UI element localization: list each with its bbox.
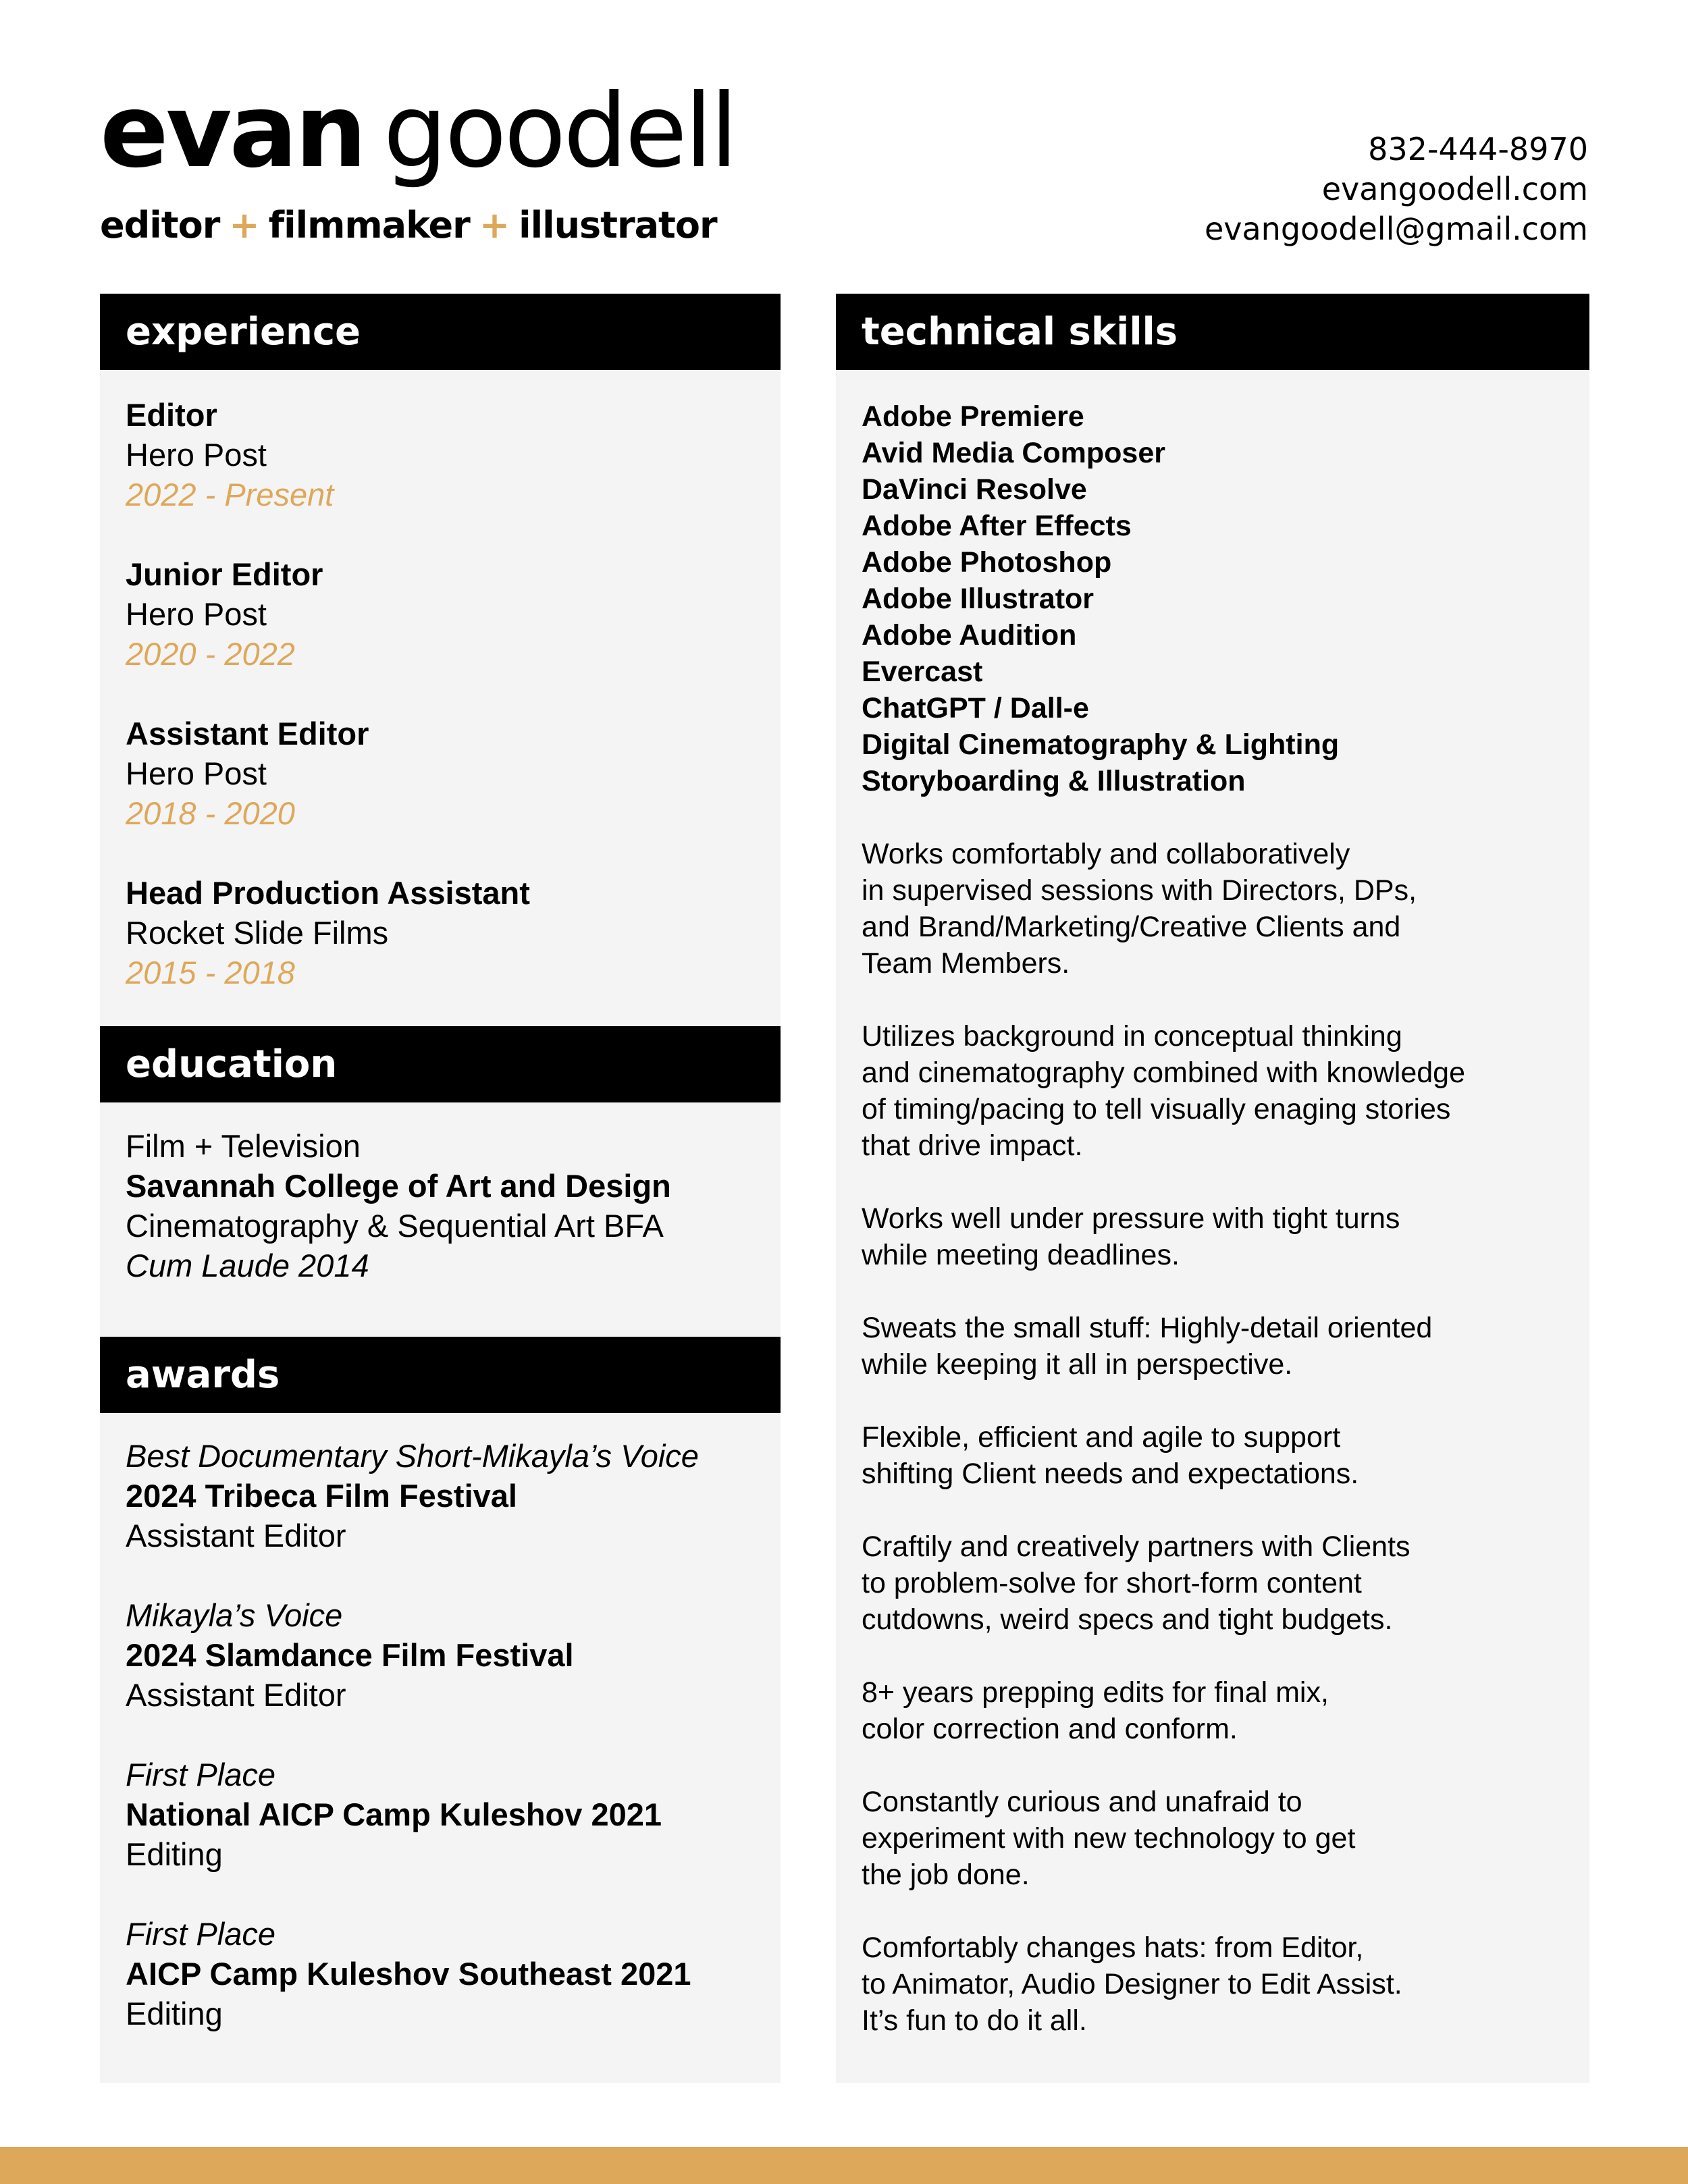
- award-name: Mikayla’s Voice: [126, 1597, 343, 1633]
- paragraph-line: the job done.: [862, 1859, 1030, 1891]
- date-range: 2018 - 2020: [126, 795, 295, 831]
- experience-item: [126, 714, 767, 833]
- paragraph-line: Constantly curious and unafraid to: [862, 1786, 1302, 1818]
- role-illustrator: illustrator: [519, 204, 717, 246]
- experience-item: [126, 554, 767, 674]
- paragraph-line: Works comfortably and collaboratively: [862, 838, 1350, 870]
- skill-item: Digital Cinematography & Lighting: [862, 728, 1340, 761]
- paragraph-line: in supervised sessions with Directors, DPs,: [862, 874, 1417, 907]
- skill-item: ChatGPT / Dall-e: [862, 692, 1089, 724]
- skill-item: Storyboarding & Illustration: [862, 765, 1246, 797]
- award-item: [126, 1436, 767, 1555]
- skills-block: [862, 398, 1576, 2039]
- paragraph-line: color correction and conform.: [862, 1713, 1238, 1745]
- award-festival: 2024 Tribeca Film Festival: [126, 1478, 517, 1514]
- skill-paragraph: [862, 1310, 1576, 1383]
- skill-item: Adobe After Effects: [862, 510, 1132, 542]
- education-heading: education: [100, 1026, 781, 1102]
- skill-item: DaVinci Resolve: [862, 473, 1087, 506]
- job-title: Junior Editor: [126, 556, 323, 592]
- plus-separator: +: [479, 204, 510, 246]
- skill-item: Adobe Premiere: [862, 400, 1084, 433]
- education-school: Savannah College of Art and Design: [126, 1168, 671, 1204]
- paragraph-line: Comfortably changes hats: from Editor,: [862, 1932, 1364, 1964]
- paragraph-line: cutdowns, weird specs and tight budgets.: [862, 1603, 1393, 1636]
- footer-accent-bar: [0, 2147, 1688, 2184]
- date-range: 2020 - 2022: [126, 636, 295, 672]
- experience-item: [126, 395, 767, 514]
- job-title: Head Production Assistant: [126, 875, 530, 911]
- skill-item: Adobe Audition: [862, 619, 1077, 651]
- education-degree: Cinematography & Sequential Art BFA: [126, 1208, 664, 1244]
- paragraph-line: shifting Client needs and expectations.: [862, 1458, 1359, 1490]
- skill-paragraph: [862, 1200, 1576, 1273]
- paragraph-line: to Animator, Audio Designer to Edit Assist.: [862, 1968, 1402, 2000]
- skill-item: Adobe Illustrator: [862, 583, 1094, 615]
- skill-item: Adobe Photoshop: [862, 546, 1112, 579]
- contact-info: [1205, 130, 1588, 249]
- award-role: Editing: [126, 1996, 223, 2031]
- skill-paragraph: [862, 1419, 1576, 1492]
- skill-paragraph: [862, 1784, 1576, 1893]
- left-column: [100, 294, 781, 2083]
- award-festival: AICP Camp Kuleshov Southeast 2021: [126, 1956, 691, 1992]
- first-name: evan: [100, 73, 365, 190]
- job-title: Assistant Editor: [126, 716, 369, 751]
- skill-item: Avid Media Composer: [862, 437, 1165, 469]
- skill-paragraph: [862, 1018, 1576, 1164]
- skills-heading: technical skills: [836, 294, 1589, 370]
- education-block: [126, 1126, 767, 1285]
- paragraph-line: experiment with new technology to get: [862, 1822, 1356, 1855]
- right-column: [836, 294, 1589, 2083]
- paragraph-line: Works well under pressure with tight turns: [862, 1202, 1400, 1235]
- paragraph-line: Team Members.: [862, 947, 1070, 980]
- award-item: [126, 1755, 767, 1874]
- paragraph-line: and cinematography combined with knowledge: [862, 1057, 1465, 1089]
- award-name: First Place: [126, 1757, 275, 1792]
- paragraph-line: and Brand/Marketing/Creative Clients and: [862, 911, 1401, 943]
- plus-separator: +: [229, 204, 259, 246]
- award-item: [126, 1595, 767, 1715]
- email-link[interactable]: evangoodell@gmail.com: [1204, 211, 1588, 247]
- paragraph-line: of timing/pacing to tell visually enaging stories: [862, 1093, 1451, 1125]
- award-role: Editing: [126, 1836, 223, 1872]
- award-festival: 2024 Slamdance Film Festival: [126, 1637, 574, 1673]
- phone-number: 832-444-8970: [1368, 131, 1588, 167]
- award-name: First Place: [126, 1916, 275, 1952]
- award-name: Best Documentary Short-Mikayla’s Voice: [126, 1438, 699, 1474]
- award-item: [126, 1914, 767, 2033]
- company: Hero Post: [126, 596, 267, 632]
- paragraph-line: to problem-solve for short-form content: [862, 1567, 1362, 1599]
- skill-item: Evercast: [862, 656, 983, 688]
- last-name: goodell: [383, 73, 736, 190]
- paragraph-line: Flexible, efficient and agile to support: [862, 1421, 1341, 1454]
- paragraph-line: 8+ years prepping edits for final mix,: [862, 1676, 1329, 1709]
- job-title: Editor: [126, 397, 217, 433]
- experience-item: [126, 873, 767, 992]
- award-festival: National AICP Camp Kuleshov 2021: [126, 1796, 662, 1832]
- paragraph-line: while meeting deadlines.: [862, 1239, 1180, 1271]
- company: Hero Post: [126, 437, 267, 473]
- skill-paragraph: [862, 1929, 1576, 2039]
- skill-paragraph: [862, 1528, 1576, 1638]
- date-range: 2022 - Present: [126, 477, 334, 512]
- paragraph-line: while keeping it all in perspective.: [862, 1348, 1293, 1381]
- education-program: Film + Television: [126, 1128, 361, 1164]
- website-link[interactable]: evangoodell.com: [1321, 171, 1588, 207]
- company: Hero Post: [126, 755, 267, 791]
- experience-list: [126, 395, 767, 992]
- awards-heading: awards: [100, 1337, 781, 1413]
- role-editor: editor: [100, 204, 220, 246]
- paragraph-line: Sweats the small stuff: Highly-detail oriented: [862, 1312, 1433, 1344]
- experience-heading: experience: [100, 294, 781, 370]
- award-role: Assistant Editor: [126, 1518, 346, 1553]
- awards-list: [126, 1436, 767, 2033]
- award-role: Assistant Editor: [126, 1677, 346, 1713]
- paragraph-line: that drive impact.: [862, 1129, 1083, 1162]
- tagline: [100, 204, 717, 246]
- education-honors: Cum Laude 2014: [126, 1248, 369, 1283]
- company: Rocket Slide Films: [126, 915, 389, 951]
- skill-paragraph: [862, 836, 1576, 982]
- skill-paragraph: [862, 1674, 1576, 1747]
- role-filmmaker: filmmaker: [268, 204, 470, 246]
- paragraph-line: It’s fun to do it all.: [862, 2004, 1087, 2037]
- paragraph-line: Utilizes background in conceptual thinking: [862, 1020, 1402, 1053]
- paragraph-line: Craftily and creatively partners with Clients: [862, 1530, 1410, 1563]
- date-range: 2015 - 2018: [126, 955, 295, 990]
- resume-name: [100, 73, 736, 190]
